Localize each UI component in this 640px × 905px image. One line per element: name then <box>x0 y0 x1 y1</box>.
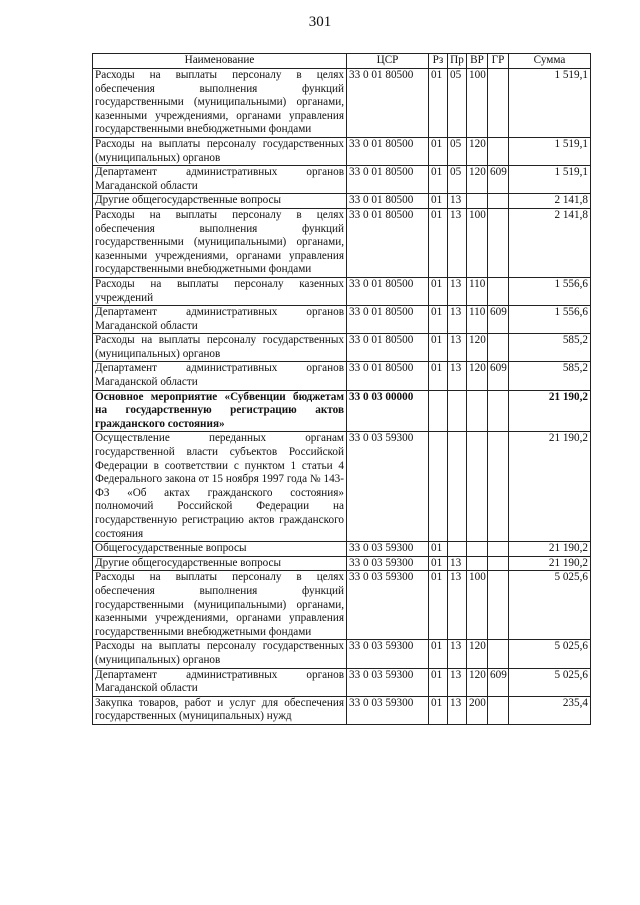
budget-table <box>92 53 591 725</box>
cell-name: Расходы на выплаты персоналу в целях обеспечения выполнения функций государственными (муниципальными) органами, казенными учреждениями, органами управления государственными внебюджетными фондами <box>93 69 347 138</box>
cell-sum: 1 556,6 <box>509 277 591 305</box>
cell-sum: 21 190,2 <box>509 542 591 557</box>
cell-sum: 1 519,1 <box>509 137 591 165</box>
cell-vr: 120 <box>467 137 488 165</box>
cell-gr <box>488 69 509 138</box>
cell-gr: 609 <box>488 362 509 390</box>
cell-pr: 13 <box>448 334 467 362</box>
cell-gr <box>488 208 509 277</box>
cell-pr: 13 <box>448 556 467 571</box>
cell-vr: 120 <box>467 668 488 696</box>
page-number: 301 <box>308 14 332 30</box>
cell-name: Закупка товаров, работ и услуг для обеспечения государственных (муниципальных) нужд <box>93 696 347 724</box>
table-row <box>93 137 591 165</box>
cell-csr: 33 0 01 80500 <box>347 137 429 165</box>
cell-rz: 01 <box>429 542 448 557</box>
cell-csr: 33 0 01 80500 <box>347 334 429 362</box>
cell-pr: 13 <box>448 208 467 277</box>
cell-vr: 120 <box>467 640 488 668</box>
cell-vr <box>467 432 488 542</box>
cell-name: Расходы на выплаты персоналу в целях обеспечения выполнения функций государственными (муниципальными) органами, казенными учреждениями, органами управления государственными внебюджетными фондами <box>93 571 347 640</box>
table-row <box>93 166 591 194</box>
cell-rz: 01 <box>429 166 448 194</box>
table-row <box>93 640 591 668</box>
cell-sum: 2 141,8 <box>509 194 591 209</box>
cell-pr: 05 <box>448 137 467 165</box>
cell-vr: 110 <box>467 277 488 305</box>
cell-sum: 585,2 <box>509 334 591 362</box>
cell-gr: 609 <box>488 166 509 194</box>
cell-rz: 01 <box>429 696 448 724</box>
cell-sum: 1 519,1 <box>509 166 591 194</box>
cell-rz: 01 <box>429 137 448 165</box>
cell-vr: 100 <box>467 69 488 138</box>
table-header-row <box>93 54 591 69</box>
cell-csr: 33 0 01 80500 <box>347 194 429 209</box>
cell-name: Расходы на выплаты персоналу государственных (муниципальных) органов <box>93 640 347 668</box>
cell-pr: 13 <box>448 362 467 390</box>
cell-csr: 33 0 03 59300 <box>347 640 429 668</box>
cell-sum: 5 025,6 <box>509 571 591 640</box>
cell-gr <box>488 390 509 432</box>
header-sum: Сумма <box>509 54 591 69</box>
cell-csr: 33 0 03 59300 <box>347 696 429 724</box>
cell-pr <box>448 542 467 557</box>
cell-csr: 33 0 03 00000 <box>347 390 429 432</box>
cell-csr: 33 0 01 80500 <box>347 277 429 305</box>
cell-csr: 33 0 01 80500 <box>347 69 429 138</box>
cell-pr: 05 <box>448 166 467 194</box>
cell-name: Основное мероприятие «Субвенции бюджетам на государственную регистрацию актов гражданского состояния» <box>93 390 347 432</box>
table-row <box>93 306 591 334</box>
cell-gr <box>488 696 509 724</box>
cell-csr: 33 0 03 59300 <box>347 571 429 640</box>
cell-pr: 13 <box>448 668 467 696</box>
cell-name: Расходы на выплаты персоналу государственных (муниципальных) органов <box>93 334 347 362</box>
cell-vr <box>467 194 488 209</box>
cell-name: Департамент административных органов Магаданской области <box>93 306 347 334</box>
cell-pr: 13 <box>448 277 467 305</box>
header-gr: ГР <box>488 54 509 69</box>
table-row <box>93 362 591 390</box>
cell-csr: 33 0 03 59300 <box>347 668 429 696</box>
cell-gr <box>488 277 509 305</box>
cell-rz <box>429 390 448 432</box>
header-csr: ЦСР <box>347 54 429 69</box>
cell-gr <box>488 542 509 557</box>
cell-pr <box>448 432 467 542</box>
cell-rz: 01 <box>429 306 448 334</box>
table-row <box>93 194 591 209</box>
cell-name: Расходы на выплаты персоналу в целях обеспечения выполнения функций государственными (муниципальными) органами, казенными учреждениями, органами управления государственными внебюджетными фондами <box>93 208 347 277</box>
cell-rz <box>429 432 448 542</box>
header-name: Наименование <box>93 54 347 69</box>
cell-rz: 01 <box>429 571 448 640</box>
cell-sum: 21 190,2 <box>509 556 591 571</box>
cell-csr: 33 0 01 80500 <box>347 208 429 277</box>
cell-rz: 01 <box>429 640 448 668</box>
cell-sum: 5 025,6 <box>509 640 591 668</box>
cell-csr: 33 0 01 80500 <box>347 166 429 194</box>
cell-gr: 609 <box>488 306 509 334</box>
cell-vr: 100 <box>467 571 488 640</box>
cell-vr: 120 <box>467 362 488 390</box>
cell-vr <box>467 556 488 571</box>
cell-rz: 01 <box>429 362 448 390</box>
table-row <box>93 542 591 557</box>
cell-sum: 21 190,2 <box>509 432 591 542</box>
cell-pr: 13 <box>448 194 467 209</box>
table-row <box>93 571 591 640</box>
cell-sum: 2 141,8 <box>509 208 591 277</box>
cell-name: Расходы на выплаты персоналу государственных (муниципальных) органов <box>93 137 347 165</box>
cell-gr <box>488 334 509 362</box>
cell-rz: 01 <box>429 194 448 209</box>
table-row <box>93 277 591 305</box>
table-row <box>93 556 591 571</box>
cell-gr <box>488 571 509 640</box>
cell-name: Расходы на выплаты персоналу казенных учреждений <box>93 277 347 305</box>
cell-rz: 01 <box>429 556 448 571</box>
cell-gr <box>488 194 509 209</box>
header-vr: ВР <box>467 54 488 69</box>
table-row <box>93 334 591 362</box>
cell-vr: 120 <box>467 166 488 194</box>
cell-pr: 05 <box>448 69 467 138</box>
cell-rz: 01 <box>429 668 448 696</box>
cell-name: Осуществление переданных органам государственной власти субъектов Российской Федерации в соответствии с пунктом 1 статьи 4 Федерального закона от 15 ноября 1997 года № 143-ФЗ «Об актах гражданского состояния» полномочий Российской Федерации на государственную регистрацию актов гражданского состояния <box>93 432 347 542</box>
cell-vr: 100 <box>467 208 488 277</box>
cell-pr: 13 <box>448 640 467 668</box>
cell-rz: 01 <box>429 69 448 138</box>
cell-pr <box>448 390 467 432</box>
cell-pr: 13 <box>448 306 467 334</box>
cell-sum: 585,2 <box>509 362 591 390</box>
cell-vr <box>467 390 488 432</box>
cell-rz: 01 <box>429 334 448 362</box>
table-row <box>93 69 591 138</box>
cell-vr <box>467 542 488 557</box>
table-row <box>93 668 591 696</box>
cell-rz: 01 <box>429 208 448 277</box>
header-pr: Пр <box>448 54 467 69</box>
cell-name: Департамент административных органов Магаданской области <box>93 668 347 696</box>
header-rz: Рз <box>429 54 448 69</box>
table-row <box>93 390 591 432</box>
cell-csr: 33 0 01 80500 <box>347 306 429 334</box>
cell-csr: 33 0 03 59300 <box>347 432 429 542</box>
cell-gr <box>488 432 509 542</box>
cell-gr: 609 <box>488 668 509 696</box>
cell-gr <box>488 137 509 165</box>
cell-vr: 110 <box>467 306 488 334</box>
cell-vr: 120 <box>467 334 488 362</box>
cell-gr <box>488 640 509 668</box>
cell-name: Другие общегосударственные вопросы <box>93 194 347 209</box>
cell-name: Департамент административных органов Магаданской области <box>93 362 347 390</box>
cell-sum: 5 025,6 <box>509 668 591 696</box>
cell-sum: 21 190,2 <box>509 390 591 432</box>
cell-name: Департамент административных органов Магаданской области <box>93 166 347 194</box>
cell-gr <box>488 556 509 571</box>
cell-pr: 13 <box>448 696 467 724</box>
cell-name: Общегосударственные вопросы <box>93 542 347 557</box>
cell-csr: 33 0 03 59300 <box>347 556 429 571</box>
cell-sum: 235,4 <box>509 696 591 724</box>
cell-sum: 1 519,1 <box>509 69 591 138</box>
cell-pr: 13 <box>448 571 467 640</box>
table-body <box>93 69 591 725</box>
table-row <box>93 696 591 724</box>
cell-csr: 33 0 01 80500 <box>347 362 429 390</box>
cell-csr: 33 0 03 59300 <box>347 542 429 557</box>
table-row <box>93 432 591 542</box>
cell-sum: 1 556,6 <box>509 306 591 334</box>
cell-vr: 200 <box>467 696 488 724</box>
cell-name: Другие общегосударственные вопросы <box>93 556 347 571</box>
table-row <box>93 208 591 277</box>
cell-rz: 01 <box>429 277 448 305</box>
